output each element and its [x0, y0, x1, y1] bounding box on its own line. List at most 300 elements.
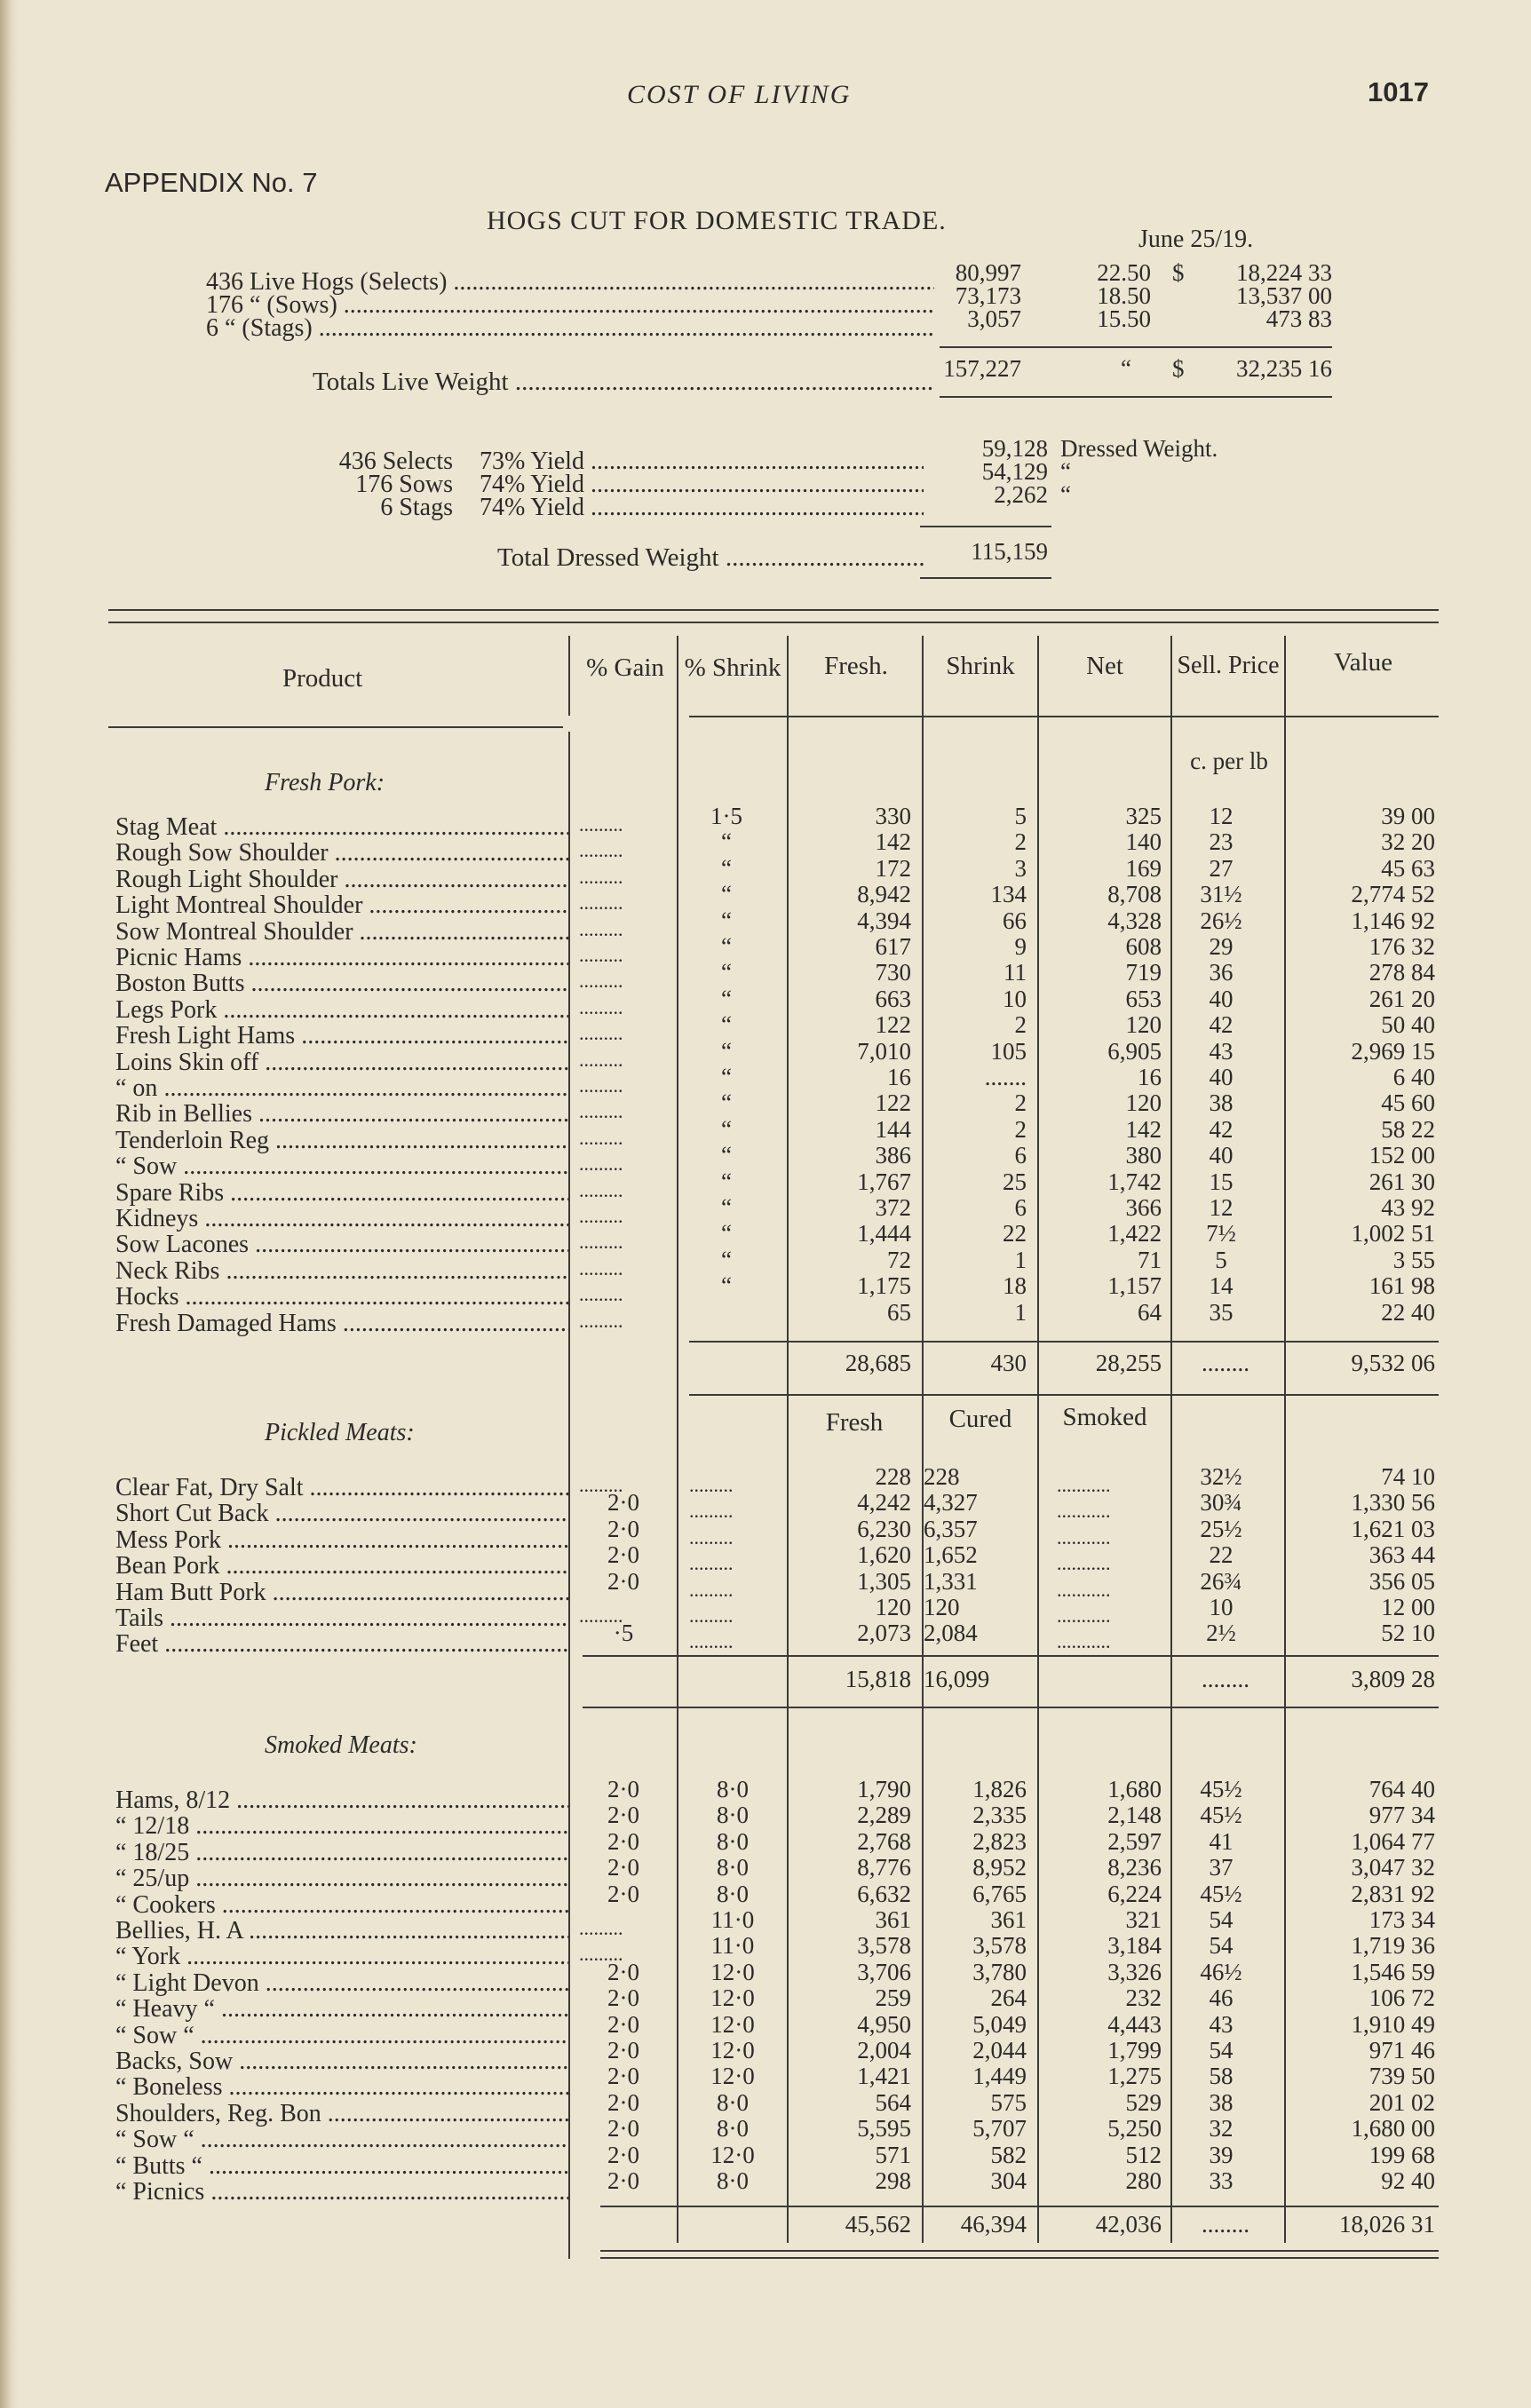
- cell-fresh: 663: [875, 985, 911, 1012]
- cell-gain: ·5: [613, 1620, 634, 1647]
- table-row-product: Rough Sow Shoulder .....: [115, 839, 568, 867]
- cell-value: 363 44: [1368, 1541, 1435, 1569]
- live-total-underline: [940, 396, 1332, 398]
- cell-price: 43: [1209, 1037, 1234, 1065]
- cell-price: 25½: [1200, 1515, 1242, 1542]
- cell-shrink-pct: 1·5: [710, 803, 742, 829]
- section-smoked-title: Smoked Meats:: [265, 1731, 417, 1759]
- cell-gain: .........: [579, 970, 623, 993]
- cell-value: 3,047 32: [1351, 1854, 1435, 1881]
- table-row-product: Hams, 8/12 .....: [115, 1786, 568, 1815]
- cell-value: 739 50: [1368, 2063, 1435, 2090]
- cell-shrink-pct: .........: [689, 1630, 734, 1653]
- dressed-total-rule: [920, 526, 1051, 527]
- table-row-product: Short Cut Back .....: [115, 1500, 568, 1528]
- cell-value: 2,969 15: [1351, 1037, 1435, 1065]
- fresh-pork-total-underline: [689, 1394, 1439, 1396]
- table-row-product: “ Sow “ .....: [115, 2126, 568, 2154]
- cell-shrink-pct: 8·0: [717, 1854, 749, 1881]
- cell-net: 1,157: [1107, 1272, 1162, 1300]
- cell-shrink-pct: “: [721, 1064, 732, 1090]
- cell-gain: 2·0: [607, 1776, 639, 1802]
- cell-smoked: 2,597: [1107, 1827, 1162, 1855]
- cell-gain: .........: [579, 1048, 623, 1071]
- cell-gain: .........: [579, 1231, 623, 1254]
- cell-gain: .........: [579, 813, 623, 836]
- header-bottom-rule: [108, 726, 563, 728]
- pickled-total-value: 3,809 28: [1351, 1666, 1435, 1692]
- live-hog-label: 6 “ (Stags) .....: [206, 314, 934, 343]
- section-fresh-pork-title: Fresh Pork:: [265, 769, 385, 796]
- header-sell-price: Sell. Price: [1177, 652, 1280, 679]
- cell-gain: 2·0: [607, 2010, 639, 2038]
- cell-fresh: 259: [875, 1984, 911, 2012]
- pickled-total-underline: [583, 1707, 1439, 1708]
- table-row-product: “ Cookers .....: [115, 1891, 568, 1920]
- cell-value: 764 40: [1368, 1776, 1435, 1802]
- cell-net: 16: [1138, 1064, 1162, 1090]
- cell-cured: 2,823: [972, 1827, 1027, 1855]
- table-row-product: Rib in Bellies .....: [115, 1100, 568, 1129]
- live-total-dollar: $: [1172, 355, 1185, 382]
- table-row-product: Rough Light Shoulder .....: [115, 866, 568, 894]
- table-bottom-rule: [600, 2257, 1439, 2259]
- cell-cured: 5,049: [972, 2010, 1027, 2038]
- cell-value: 201 02: [1368, 2088, 1435, 2116]
- cell-smoked: ...........: [1057, 1525, 1111, 1549]
- cell-value: 261 30: [1368, 1168, 1435, 1195]
- pickled-total-rule: [583, 1655, 1439, 1657]
- cell-price: 45½: [1200, 1880, 1242, 1907]
- live-hog-value: 13,537 00: [1236, 282, 1332, 309]
- cell-price: 42: [1209, 1011, 1234, 1039]
- cell-shrink-pct: “: [721, 1168, 732, 1195]
- cell-cured: 1,652: [924, 1541, 978, 1569]
- cell-gain: 2·0: [607, 1541, 639, 1569]
- cell-fresh: 361: [875, 1906, 911, 1933]
- table-row-product: “ Heavy “ .....: [115, 1995, 568, 2024]
- cell-value: 199 68: [1368, 2141, 1435, 2168]
- cell-net: 1,742: [1107, 1168, 1162, 1195]
- cell-smoked: ...........: [1057, 1552, 1111, 1575]
- cell-value: 1,146 92: [1351, 907, 1435, 934]
- smoked-total-underline: [600, 2250, 1439, 2252]
- cell-fresh: 144: [875, 1115, 911, 1143]
- cell-value: 6 40: [1392, 1064, 1435, 1090]
- cell-price: 26¾: [1200, 1567, 1242, 1595]
- table-row-product: Picnic Hams .....: [115, 944, 568, 972]
- cell-price: 40: [1209, 985, 1234, 1012]
- cell-cured: 304: [990, 2167, 1027, 2194]
- cell-gain: 2·0: [607, 1489, 639, 1517]
- smoked-total-rule: [600, 2206, 1439, 2207]
- cell-fresh: 5,595: [857, 2115, 911, 2143]
- cell-shrink: 105: [990, 1037, 1027, 1065]
- unit-label: c. per lb: [1190, 748, 1268, 774]
- pickled-header-cured: Cured: [948, 1405, 1012, 1433]
- cell-price: 27: [1209, 854, 1234, 882]
- cell-fresh: 1,790: [857, 1776, 911, 1802]
- table-row-product: Clear Fat, Dry Salt .....: [115, 1474, 568, 1502]
- cell-gain: .........: [579, 1256, 623, 1279]
- dressed-note: “: [1060, 481, 1071, 508]
- cell-value: 173 34: [1368, 1906, 1435, 1933]
- cell-price: 40: [1209, 1142, 1234, 1169]
- header-gain: % Gain: [586, 653, 664, 682]
- smoked-total-smoked: 42,036: [1095, 2211, 1162, 2238]
- cell-net: 120: [1125, 1089, 1162, 1117]
- table-row-product: Shoulders, Reg. Bon .....: [115, 2100, 568, 2128]
- cell-price: 23: [1209, 828, 1234, 856]
- table-title: HOGS CUT FOR DOMESTIC TRADE.: [487, 206, 947, 235]
- cell-net: 140: [1125, 828, 1162, 856]
- table-row-product: “ York .....: [115, 1943, 568, 1971]
- cell-fresh: 1,620: [857, 1541, 911, 1569]
- cell-gain: .........: [579, 1283, 623, 1306]
- cell-value: 977 34: [1368, 1802, 1435, 1829]
- cell-shrink-pct: “: [721, 933, 732, 960]
- body-col-rule: [568, 732, 570, 2259]
- cell-price: 45½: [1200, 1802, 1242, 1829]
- cell-price: 35: [1209, 1298, 1234, 1326]
- cell-value: 261 20: [1368, 985, 1435, 1012]
- cell-price: 43: [1209, 2010, 1234, 2038]
- cell-gain: 2·0: [607, 2088, 639, 2116]
- header-shrink: Shrink: [946, 652, 1015, 680]
- fresh-pork-total-price: ........: [1202, 1350, 1249, 1376]
- report-date: June 25/19.: [1138, 226, 1254, 253]
- cell-value: 161 98: [1368, 1272, 1435, 1300]
- cell-fresh: 2,289: [857, 1802, 911, 1829]
- cell-gain: .........: [579, 1205, 623, 1227]
- cell-cured: 1,331: [924, 1567, 978, 1595]
- dressed-weight: 54,129: [981, 458, 1048, 485]
- cell-fresh: 7,010: [857, 1037, 911, 1065]
- cell-smoked: 321: [1125, 1906, 1162, 1933]
- cell-fresh: 122: [875, 1011, 911, 1039]
- cell-value: 32 20: [1381, 828, 1435, 856]
- cell-price: 32½: [1200, 1463, 1242, 1490]
- cell-gain: 2·0: [607, 2167, 639, 2194]
- live-total-rule: [940, 346, 1332, 348]
- cell-shrink-pct: “: [721, 1220, 732, 1248]
- cell-price: 40: [1209, 1064, 1234, 1090]
- table-row-product: Bean Pork .....: [115, 1552, 568, 1580]
- dressed-count: 176 Sows: [355, 471, 453, 498]
- cell-price: 2½: [1206, 1620, 1236, 1647]
- cell-value: 152 00: [1368, 1142, 1435, 1169]
- cell-shrink-pct: 8·0: [717, 1776, 749, 1802]
- cell-fresh: 3,706: [857, 1958, 911, 1985]
- live-hog-weight: 73,173: [955, 282, 1021, 309]
- table-row-product: Kidneys .....: [115, 1205, 568, 1233]
- cell-gain: .........: [579, 995, 623, 1018]
- live-hog-dollar: $: [1172, 259, 1185, 286]
- cell-shrink-pct: 12·0: [710, 2010, 755, 2038]
- cell-fresh: 298: [875, 2167, 911, 2194]
- cell-smoked: 3,326: [1107, 1958, 1162, 1985]
- cell-shrink-pct: 11·0: [710, 1906, 755, 1933]
- cell-price: 39: [1209, 2141, 1234, 2168]
- dressed-note: Dressed Weight.: [1060, 435, 1218, 462]
- cell-shrink: 1: [1014, 1246, 1027, 1273]
- page-number: 1017: [1368, 76, 1429, 107]
- cell-fresh: 228: [875, 1463, 911, 1490]
- cell-cured: 264: [990, 1984, 1027, 2012]
- cell-value: 356 05: [1368, 1567, 1435, 1595]
- cell-smoked: 6,224: [1107, 1880, 1162, 1907]
- cell-price: 42: [1209, 1115, 1234, 1143]
- table-row-product: Backs, Sow .....: [115, 2048, 568, 2076]
- cell-shrink-pct: “: [721, 828, 732, 856]
- cell-gain: .........: [579, 839, 623, 862]
- dressed-count: 6 Stags: [380, 494, 453, 521]
- cell-value: 45 60: [1381, 1089, 1435, 1117]
- cell-shrink: 18: [1003, 1272, 1027, 1300]
- cell-fresh: 8,776: [857, 1854, 911, 1881]
- cell-price: 12: [1209, 1194, 1234, 1221]
- cell-smoked: 512: [1125, 2141, 1162, 2168]
- cell-price: 10: [1209, 1594, 1234, 1620]
- fresh-pork-total-shrink: 430: [990, 1350, 1027, 1376]
- header-col-rule: [1284, 636, 1286, 716]
- cell-net: 8,708: [1107, 881, 1162, 908]
- fresh-pork-total-fresh: 28,685: [845, 1350, 911, 1376]
- header-shrink-pct: % Shrink: [684, 653, 781, 682]
- cell-gain: .........: [579, 1178, 623, 1201]
- table-row-product: “ 12/18 .....: [115, 1812, 568, 1841]
- cell-value: 12 00: [1381, 1594, 1435, 1620]
- table-row-product: “ Boneless .....: [115, 2073, 568, 2102]
- cell-cured: 1,826: [972, 1776, 1027, 1802]
- cell-net: 719: [1125, 959, 1162, 986]
- cell-shrink-pct: “: [721, 985, 732, 1012]
- live-hog-label: 436 Live Hogs (Selects) .....: [206, 268, 934, 297]
- smoked-total-price: ........: [1202, 2211, 1249, 2238]
- header-product: Product: [282, 664, 363, 693]
- header-bottom-rule-r: [689, 716, 1439, 717]
- cell-fresh: 1,767: [857, 1168, 911, 1195]
- cell-shrink: .......: [984, 1064, 1027, 1090]
- table-top-rule: [108, 609, 1439, 611]
- cell-price: 46: [1209, 1984, 1234, 2012]
- cell-net: 169: [1125, 854, 1162, 882]
- cell-value: 1,546 59: [1351, 1958, 1435, 1985]
- dressed-weight: 59,128: [981, 435, 1048, 462]
- table-row-product: “ Sow “ .....: [115, 2022, 568, 2050]
- cell-cured: 2,044: [972, 2037, 1027, 2063]
- cell-fresh: 3,578: [857, 1932, 911, 1960]
- cell-cured: 8,952: [972, 1854, 1027, 1881]
- cell-shrink-pct: 12·0: [710, 2063, 755, 2090]
- cell-smoked: 4,443: [1107, 2010, 1162, 2038]
- cell-price: 54: [1209, 1932, 1234, 1960]
- cell-gain: .........: [579, 1126, 623, 1149]
- cell-shrink: 22: [1003, 1220, 1027, 1248]
- cell-price: 30¾: [1200, 1489, 1242, 1517]
- pickled-total-fresh: 15,818: [845, 1666, 911, 1692]
- cell-shrink: 6: [1014, 1194, 1027, 1221]
- cell-value: 45 63: [1381, 854, 1435, 882]
- cell-gain: .........: [579, 917, 623, 940]
- cell-price: 38: [1209, 2088, 1234, 2116]
- cell-shrink-pct: .........: [689, 1578, 734, 1601]
- cell-shrink-pct: .........: [689, 1552, 734, 1575]
- cell-gain: 2·0: [607, 1958, 639, 1985]
- cell-gain: .........: [579, 1917, 623, 1939]
- cell-gain: 2·0: [607, 1515, 639, 1542]
- dressed-yield: 74% Yield .....: [480, 494, 924, 522]
- cell-shrink-pct: 12·0: [710, 1984, 755, 2012]
- cell-gain: 2·0: [607, 2063, 639, 2090]
- cell-shrink-pct: “: [721, 959, 732, 986]
- dressed-count: 436 Selects: [338, 448, 453, 475]
- cell-cured: 582: [990, 2141, 1027, 2168]
- cell-shrink: 5: [1014, 803, 1027, 829]
- cell-net: 4,328: [1107, 907, 1162, 934]
- cell-price: 58: [1209, 2063, 1234, 2090]
- cell-net: 1,422: [1107, 1220, 1162, 1248]
- cell-gain: 2·0: [607, 1880, 639, 1907]
- cell-value: 1,064 77: [1351, 1827, 1435, 1855]
- cell-shrink-pct: “: [721, 854, 732, 882]
- cell-fresh: 6,632: [857, 1880, 911, 1907]
- cell-smoked: ...........: [1057, 1500, 1111, 1523]
- cell-shrink-pct: 8·0: [717, 1880, 749, 1907]
- cell-shrink-pct: 12·0: [710, 2141, 755, 2168]
- cell-price: 41: [1209, 1827, 1234, 1855]
- cell-cured: 2,084: [924, 1620, 978, 1647]
- live-hog-label: 176 “ (Sows) .....: [206, 291, 934, 320]
- cell-fresh: 72: [887, 1246, 911, 1273]
- cell-cured: 3,780: [972, 1958, 1027, 1985]
- cell-value: 39 00: [1381, 803, 1435, 829]
- cell-price: 32: [1209, 2115, 1234, 2143]
- cell-price: 7½: [1206, 1220, 1236, 1248]
- cell-fresh: 617: [875, 933, 911, 960]
- cell-fresh: 386: [875, 1142, 911, 1169]
- cell-shrink-pct: “: [721, 1037, 732, 1065]
- pickled-total-cured: 16,099: [924, 1666, 990, 1692]
- cell-net: 608: [1125, 933, 1162, 960]
- cell-gain: 2·0: [607, 1567, 639, 1595]
- cell-gain: .........: [579, 865, 623, 888]
- cell-smoked: 1,275: [1107, 2063, 1162, 2090]
- fresh-pork-total-net: 28,255: [1095, 1350, 1162, 1376]
- table-row-product: Sow Montreal Shoulder .....: [115, 918, 568, 947]
- cell-fresh: 2,004: [857, 2037, 911, 2063]
- cell-net: 653: [1125, 985, 1162, 1012]
- table-row-product: Fresh Damaged Hams .....: [115, 1310, 568, 1338]
- cell-gain: .........: [579, 891, 623, 915]
- live-total-value: 32,235 16: [1236, 355, 1332, 382]
- cell-shrink: 66: [1003, 907, 1027, 934]
- cell-value: 1,002 51: [1351, 1220, 1435, 1248]
- cell-cured: 3,578: [972, 1932, 1027, 1960]
- cell-gain: .........: [579, 1474, 623, 1496]
- cell-cured: 120: [924, 1594, 960, 1620]
- cell-shrink-pct: 11·0: [710, 1932, 755, 1960]
- cell-shrink-pct: “: [721, 881, 732, 908]
- table-row-product: Mess Pork .....: [115, 1526, 568, 1555]
- cell-shrink-pct: “: [721, 907, 732, 934]
- cell-value: 50 40: [1381, 1011, 1435, 1039]
- cell-cured: 6,357: [924, 1515, 978, 1542]
- cell-fresh: 142: [875, 828, 911, 856]
- cell-net: 380: [1125, 1142, 1162, 1169]
- cell-gain: .........: [579, 1153, 623, 1176]
- live-hog-value: 18,224 33: [1236, 259, 1332, 286]
- cell-gain: 2·0: [607, 1984, 639, 2012]
- table-row-product: “ on .....: [115, 1074, 568, 1103]
- cell-fresh: 571: [875, 2141, 911, 2168]
- cell-gain: .........: [579, 1604, 623, 1627]
- cell-shrink-pct: .........: [689, 1604, 734, 1627]
- cell-smoked: 2,148: [1107, 1802, 1162, 1829]
- header-value: Value: [1333, 648, 1393, 677]
- cell-fresh: 730: [875, 959, 911, 986]
- cell-gain: 2·0: [607, 2141, 639, 2168]
- table-row-product: “ 25/up .....: [115, 1865, 568, 1893]
- cell-shrink-pct: 8·0: [717, 1802, 749, 1829]
- cell-shrink: 2: [1014, 828, 1027, 856]
- cell-price: 36: [1209, 959, 1234, 986]
- table-row-product: Stag Meat .....: [115, 813, 568, 842]
- header-col-rule: [787, 636, 789, 716]
- cell-value: 278 84: [1368, 959, 1435, 986]
- cell-price: 31½: [1200, 881, 1242, 908]
- cell-shrink-pct: .........: [689, 1500, 734, 1523]
- cell-cured: 575: [990, 2088, 1027, 2116]
- cell-gain: 2·0: [607, 1802, 639, 1829]
- cell-smoked: 280: [1125, 2167, 1162, 2194]
- cell-shrink: 134: [990, 881, 1027, 908]
- dressed-note: “: [1060, 458, 1071, 485]
- smoked-total-value: 18,026 31: [1339, 2211, 1435, 2238]
- cell-smoked: ...........: [1057, 1578, 1111, 1601]
- dressed-weight: 2,262: [994, 481, 1048, 508]
- cell-gain: 2·0: [607, 2037, 639, 2063]
- cell-fresh: 6,230: [857, 1515, 911, 1542]
- live-total-ditto: “: [1121, 355, 1131, 382]
- pickled-header-fresh: Fresh: [825, 1408, 884, 1437]
- cell-value: 2,831 92: [1351, 1880, 1435, 1907]
- cell-smoked: 1,799: [1107, 2037, 1162, 2063]
- cell-value: 176 32: [1368, 933, 1435, 960]
- cell-fresh: 1,305: [857, 1567, 911, 1595]
- cell-price: 22: [1209, 1541, 1234, 1569]
- cell-value: 2,774 52: [1351, 881, 1435, 908]
- cell-shrink-pct: “: [721, 1142, 732, 1169]
- header-col-rule: [568, 636, 570, 716]
- cell-fresh: 2,073: [857, 1620, 911, 1647]
- cell-smoked: 232: [1125, 1984, 1162, 2012]
- cell-price: 29: [1209, 933, 1234, 960]
- cell-value: 22 40: [1381, 1298, 1435, 1326]
- cell-price: 54: [1209, 1906, 1234, 1933]
- cell-value: 1,621 03: [1351, 1515, 1435, 1542]
- table-row-product: Boston Butts .....: [115, 970, 568, 998]
- cell-value: 74 10: [1381, 1463, 1435, 1490]
- cell-price: 15: [1209, 1168, 1234, 1195]
- cell-fresh: 564: [875, 2088, 911, 2116]
- live-total-weight: 157,227: [943, 355, 1021, 382]
- cell-shrink-pct: 8·0: [717, 1827, 749, 1855]
- cell-value: 1,680 00: [1351, 2115, 1435, 2143]
- live-hog-weight: 3,057: [967, 305, 1021, 332]
- cell-net: 325: [1125, 803, 1162, 829]
- table-row-product: Tails .....: [115, 1604, 568, 1633]
